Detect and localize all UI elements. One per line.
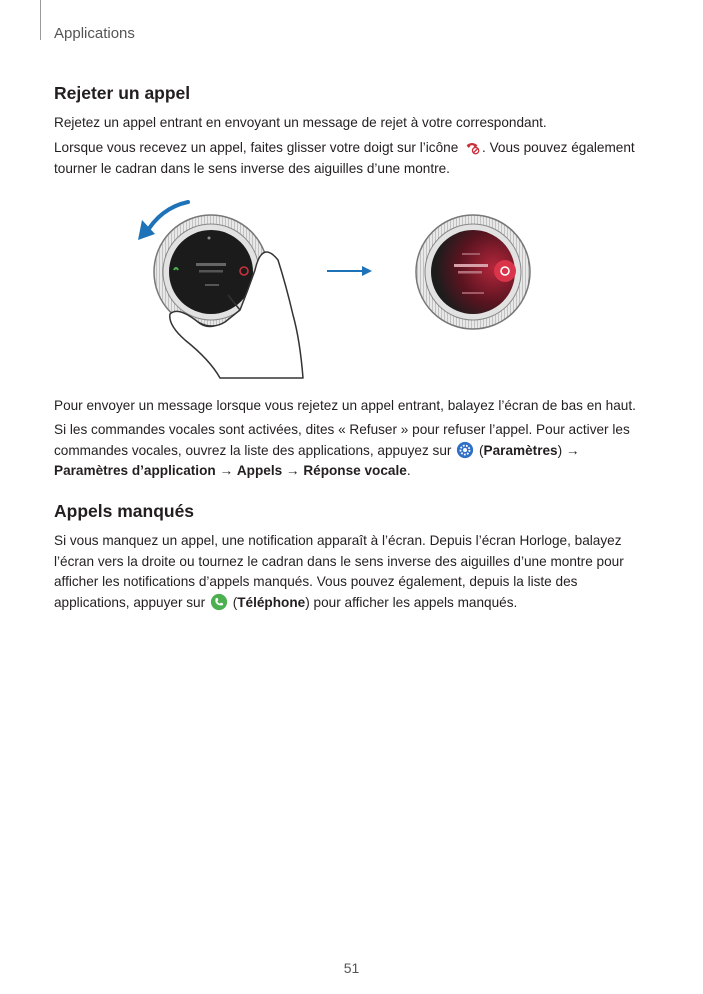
paragraph-text: Si vous manquez un appel, une notification apparaît à l’écran. Depuis l’écran Horloge, balayez l’écran vers la droite ou tournez le cadran dans le sens inverse des aiguilles d’une montre pour afficher les notifications d’appels manqués. Vous pouvez également, depuis la liste des applications, appuyer sur bbox=[54, 533, 624, 610]
phone-label: Téléphone bbox=[237, 594, 306, 610]
paragraph-text: Lorsque vous recevez un appel, faites glisser votre doigt sur l’icône bbox=[54, 140, 459, 155]
phone-icon bbox=[210, 593, 228, 611]
page-number: 51 bbox=[343, 960, 360, 976]
paragraph-text: ) pour afficher les appels manqués. bbox=[305, 594, 518, 610]
settings-icon bbox=[456, 441, 474, 459]
app-settings-label: Paramètres d’application bbox=[54, 463, 216, 478]
paragraph-reject-intro: Rejetez un appel entrant en envoyant un message de rejet à votre correspondant. bbox=[54, 115, 547, 130]
heading-missed-calls: Appels manqués bbox=[54, 501, 195, 521]
header-rule bbox=[40, 0, 41, 40]
watch-right bbox=[416, 215, 530, 329]
paragraph-text: ) → bbox=[557, 442, 580, 458]
paragraph-text: . bbox=[406, 463, 411, 478]
paragraph-missed-calls bbox=[54, 531, 654, 613]
watch-reject-illustration bbox=[0, 190, 703, 385]
paragraph-text: ( bbox=[228, 594, 238, 610]
paragraph-text: ( bbox=[475, 442, 484, 458]
paragraph-text: → bbox=[282, 463, 304, 478]
calls-label: Appels bbox=[236, 463, 283, 478]
settings-label: Paramètres bbox=[483, 442, 558, 458]
paragraph-text: . Vous pouvez également tourner le cadran dans le sens inverse des aiguilles d’une montre. bbox=[54, 140, 635, 176]
voice-reply-label: Réponse vocale bbox=[303, 463, 407, 478]
paragraph-reject-message: Pour envoyer un message lorsque vous rejetez un appel entrant, balayez l’écran de bas en haut. bbox=[54, 398, 636, 413]
paragraph-reject-swipe bbox=[54, 138, 654, 179]
paragraph-text: → bbox=[215, 463, 237, 478]
paragraph-voice-commands bbox=[54, 420, 654, 482]
right-arrow-icon bbox=[327, 266, 372, 276]
reject-call-icon bbox=[463, 138, 481, 156]
section-header: Applications bbox=[54, 25, 135, 42]
heading-reject-call: Rejeter un appel bbox=[54, 83, 191, 103]
paragraph-text: Si les commandes vocales sont activées, dites « Refuser » pour refuser l’appel. Pour activer les commandes vocales, ouvrez la liste des applications, appuyez sur bbox=[54, 422, 630, 458]
